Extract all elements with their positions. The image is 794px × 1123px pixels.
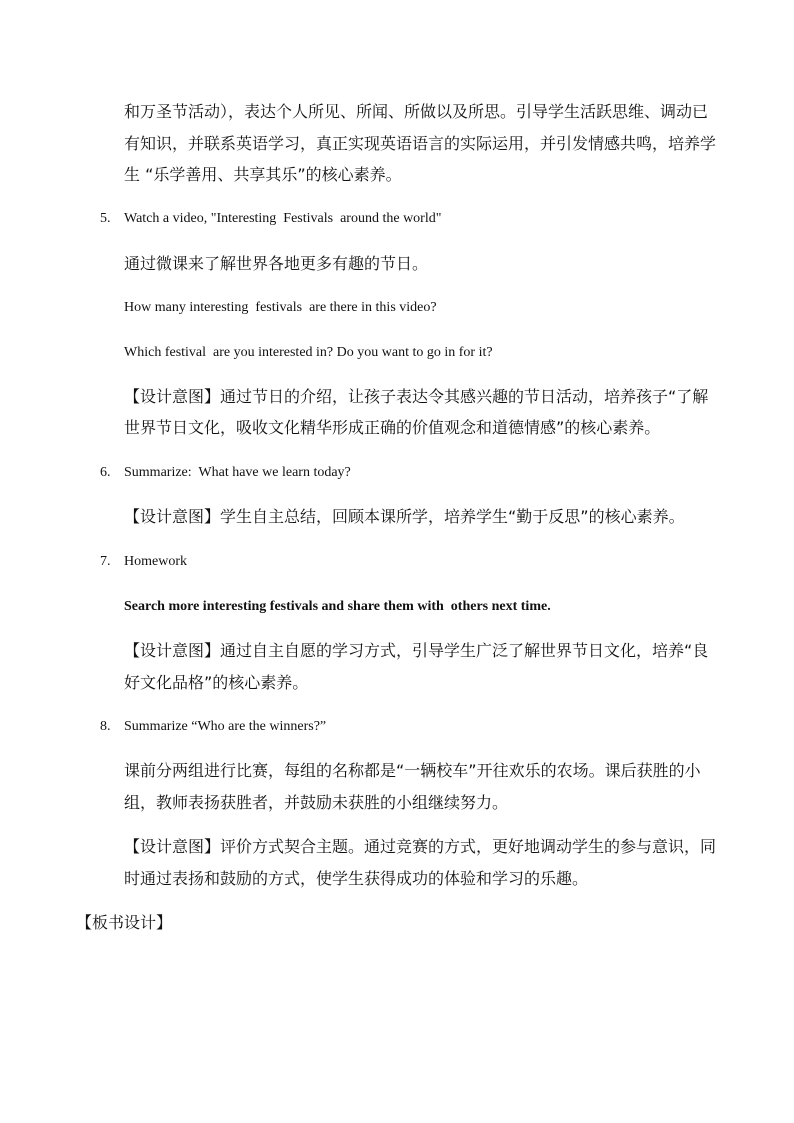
item-paragraph: 课前分两组进行比赛，每组的名称都是“一辆校车”开往欢乐的农场。课后获胜的小 xyxy=(124,761,701,780)
design-intent-line: 【设计意图】学生自主总结，回顾本课所学，培养学生“勤于反思”的核心素养。 xyxy=(124,507,685,526)
item-number: 8. xyxy=(100,719,111,734)
design-intent-line: 【设计意图】通过节日的介绍，让孩子表达令其感兴趣的节日活动，培养孩子“了解 xyxy=(124,387,709,406)
design-intent-line: 世界节日文化，吸收文化精华形成正确的价值观念和道德情感”的核心素养。 xyxy=(124,418,661,437)
design-intent-line: 【设计意图】通过自主自愿的学习方式，引导学生广泛了解世界节日文化，培养“良 xyxy=(124,641,709,660)
item-paragraph: 组，教师表扬获胜者，并鼓励未获胜的小组继续努力。 xyxy=(124,793,509,812)
item-paragraph: 通过微课来了解世界各地更多有趣的节日。 xyxy=(124,254,429,273)
item-title: Watch a video, "Interesting Festivals around the world" xyxy=(124,211,442,226)
item-question: How many interesting festivals are there in this video? xyxy=(124,300,437,315)
item-title: Summarize “Who are the winners?” xyxy=(124,719,327,734)
design-intent-line: 好文化品格”的核心素养。 xyxy=(124,673,309,692)
design-intent-line: 时通过表扬和鼓励的方式，使学生获得成功的体验和学习的乐趣。 xyxy=(124,869,589,888)
intro-line-3: 生 “乐学善用、共享其乐”的核心素养。 xyxy=(124,165,402,184)
item-number: 5. xyxy=(100,211,111,226)
item-title: Homework xyxy=(124,554,187,569)
item-number: 6. xyxy=(100,465,111,480)
design-intent-line: 【设计意图】评价方式契合主题。通过竞赛的方式，更好地调动学生的参与意识，同 xyxy=(124,837,717,856)
homework-text: Search more interesting festivals and share them with others next time. xyxy=(124,599,551,614)
item-number: 7. xyxy=(100,554,111,569)
item-title: Summarize: What have we learn today? xyxy=(124,465,351,480)
section-heading: 【板书设计】 xyxy=(76,913,173,932)
intro-line-2: 有知识，并联系英语学习，真正实现英语语言的实际运用，并引发情感共鸣，培养学 xyxy=(124,134,717,153)
item-question: Which festival are you interested in? Do you want to go in for it? xyxy=(124,345,493,360)
intro-line-1: 和万圣节活动），表达个人所见、所闻、所做以及所思。引导学生活跃思维、调动已 xyxy=(124,102,709,121)
